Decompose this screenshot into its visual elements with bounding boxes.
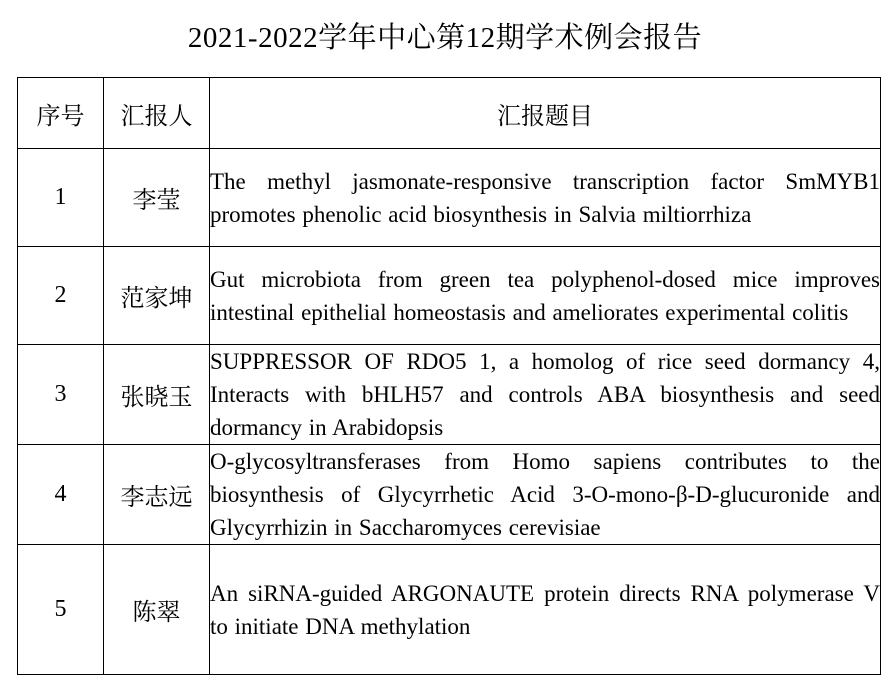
row-topic-cell	[210, 149, 881, 247]
row-presenter: 李莹	[104, 149, 210, 247]
row-topic-cell	[210, 247, 881, 345]
table-row	[18, 445, 881, 545]
row-presenter: 张晓玉	[104, 345, 210, 445]
table-row	[18, 247, 881, 345]
row-number: 1	[18, 149, 104, 247]
row-number: 4	[18, 445, 104, 545]
row-presenter: 李志远	[104, 445, 210, 545]
row-number: 3	[18, 345, 104, 445]
table-header-row	[18, 78, 881, 149]
row-topic: Gut microbiota from green tea polyphenol-dosed mice improves intestinal epithelial homeostasis and ameliorates experimental colitis	[210, 266, 880, 325]
table-row	[18, 149, 881, 247]
row-topic-cell	[210, 445, 881, 545]
row-topic: SUPPRESSOR OF RDO5 1, a homolog of rice seed dormancy 4, Interacts with bHLH57 and controls ABA biosynthesis and seed dormancy in Arabidopsis	[210, 349, 880, 440]
page-title: 2021-2022学年中心第12期学术例会报告	[187, 22, 703, 54]
row-topic: An siRNA-guided ARGONAUTE protein directs RNA polymerase V to initiate DNA methylation	[210, 580, 880, 639]
row-topic: The methyl jasmonate-responsive transcription factor SmMYB1 promotes phenolic acid biosynthesis in Salvia miltiorrhiza	[210, 168, 880, 227]
header-presenter: 汇报人	[104, 78, 210, 149]
row-number: 2	[18, 247, 104, 345]
row-topic-cell	[210, 545, 881, 675]
row-topic: O-glycosyltransferases from Homo sapiens contributes to the biosynthesis of Glycyrrhetic Acid 3-O-mono-β-D-glucuronide and Glycyrrhizin in Saccharomyces cerevisiae	[210, 449, 880, 540]
header-topic: 汇报题目	[210, 78, 881, 149]
row-presenter: 范家坤	[104, 247, 210, 345]
row-presenter: 陈翠	[104, 545, 210, 675]
table-row	[18, 345, 881, 445]
report-table	[17, 77, 881, 675]
row-number: 5	[18, 545, 104, 675]
table-row	[18, 545, 881, 675]
row-topic-cell	[210, 345, 881, 445]
header-number: 序号	[18, 78, 104, 149]
